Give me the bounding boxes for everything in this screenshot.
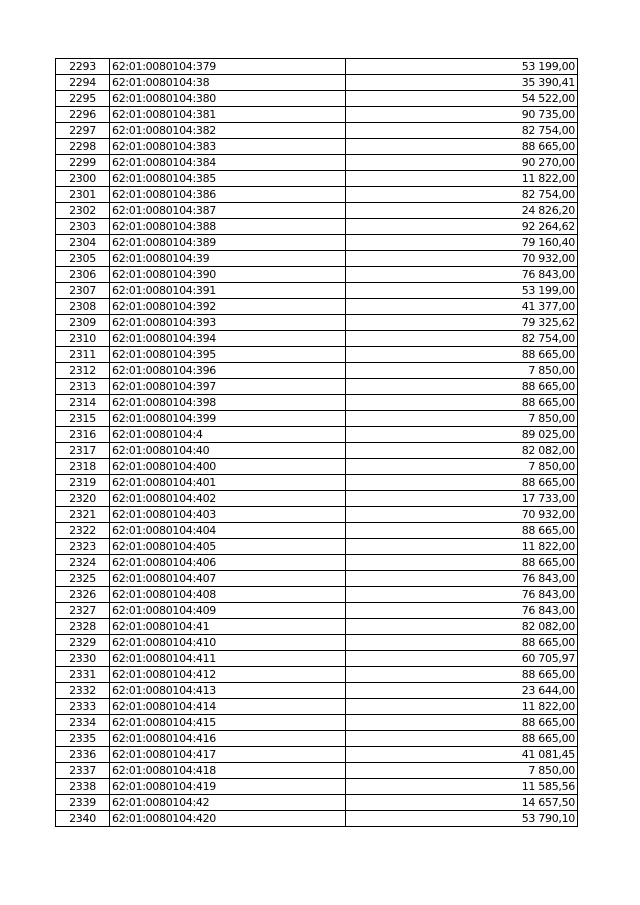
table-row [56, 171, 578, 187]
table-row [56, 459, 578, 475]
row-number-cell: 2328 [56, 619, 110, 635]
value-cell: 82 082,00 [346, 443, 578, 459]
row-number-cell: 2306 [56, 267, 110, 283]
value-cell: 11 822,00 [346, 539, 578, 555]
table-row [56, 331, 578, 347]
cadastral-number-cell: 62:01:0080104:4 [110, 427, 346, 443]
value-cell: 82 754,00 [346, 187, 578, 203]
table-row [56, 59, 578, 75]
cadastral-number-cell: 62:01:0080104:398 [110, 395, 346, 411]
cadastral-number-cell: 62:01:0080104:397 [110, 379, 346, 395]
cadastral-number-cell: 62:01:0080104:419 [110, 779, 346, 795]
row-number-cell: 2337 [56, 763, 110, 779]
row-number-cell: 2302 [56, 203, 110, 219]
value-cell: 23 644,00 [346, 683, 578, 699]
cadastral-number-cell: 62:01:0080104:385 [110, 171, 346, 187]
cadastral-number-cell: 62:01:0080104:386 [110, 187, 346, 203]
table-row [56, 363, 578, 379]
value-cell: 88 665,00 [346, 715, 578, 731]
table-row [56, 427, 578, 443]
value-cell: 70 932,00 [346, 507, 578, 523]
row-number-cell: 2331 [56, 667, 110, 683]
table-row [56, 75, 578, 91]
value-cell: 76 843,00 [346, 571, 578, 587]
value-cell: 53 199,00 [346, 283, 578, 299]
row-number-cell: 2320 [56, 491, 110, 507]
value-cell: 88 665,00 [346, 635, 578, 651]
cadastral-number-cell: 62:01:0080104:416 [110, 731, 346, 747]
cadastral-number-cell: 62:01:0080104:392 [110, 299, 346, 315]
table-row [56, 139, 578, 155]
table-row [56, 587, 578, 603]
cadastral-number-cell: 62:01:0080104:396 [110, 363, 346, 379]
row-number-cell: 2312 [56, 363, 110, 379]
value-cell: 17 733,00 [346, 491, 578, 507]
table-row [56, 811, 578, 827]
table-row [56, 443, 578, 459]
cadastral-number-cell: 62:01:0080104:418 [110, 763, 346, 779]
cadastral-number-cell: 62:01:0080104:388 [110, 219, 346, 235]
table-row [56, 507, 578, 523]
value-cell: 7 850,00 [346, 363, 578, 379]
table-row [56, 539, 578, 555]
table-row [56, 315, 578, 331]
cadastral-number-cell: 62:01:0080104:404 [110, 523, 346, 539]
table-row [56, 411, 578, 427]
value-cell: 24 826,20 [346, 203, 578, 219]
table-row [56, 235, 578, 251]
row-number-cell: 2303 [56, 219, 110, 235]
cadastral-number-cell: 62:01:0080104:405 [110, 539, 346, 555]
value-cell: 54 522,00 [346, 91, 578, 107]
table-row [56, 795, 578, 811]
table-row [56, 395, 578, 411]
value-cell: 7 850,00 [346, 459, 578, 475]
table-row [56, 571, 578, 587]
cadastral-number-cell: 62:01:0080104:420 [110, 811, 346, 827]
row-number-cell: 2299 [56, 155, 110, 171]
value-cell: 92 264,62 [346, 219, 578, 235]
cadastral-number-cell: 62:01:0080104:408 [110, 587, 346, 603]
table-row [56, 219, 578, 235]
table-row [56, 251, 578, 267]
cadastral-number-cell: 62:01:0080104:403 [110, 507, 346, 523]
value-cell: 82 082,00 [346, 619, 578, 635]
cadastral-number-cell: 62:01:0080104:389 [110, 235, 346, 251]
table-row [56, 283, 578, 299]
value-cell: 41 081,45 [346, 747, 578, 763]
table-row [56, 779, 578, 795]
table-row [56, 203, 578, 219]
row-number-cell: 2305 [56, 251, 110, 267]
value-cell: 88 665,00 [346, 555, 578, 571]
cadastral-number-cell: 62:01:0080104:382 [110, 123, 346, 139]
row-number-cell: 2334 [56, 715, 110, 731]
row-number-cell: 2340 [56, 811, 110, 827]
value-cell: 88 665,00 [346, 523, 578, 539]
table-row [56, 155, 578, 171]
cadastral-number-cell: 62:01:0080104:40 [110, 443, 346, 459]
table-row [56, 699, 578, 715]
table-row [56, 603, 578, 619]
table-row [56, 747, 578, 763]
cadastral-number-cell: 62:01:0080104:399 [110, 411, 346, 427]
value-cell: 88 665,00 [346, 347, 578, 363]
cadastral-number-cell: 62:01:0080104:414 [110, 699, 346, 715]
value-cell: 53 199,00 [346, 59, 578, 75]
value-cell: 7 850,00 [346, 411, 578, 427]
table-row [56, 523, 578, 539]
cadastral-number-cell: 62:01:0080104:409 [110, 603, 346, 619]
table-row [56, 651, 578, 667]
row-number-cell: 2307 [56, 283, 110, 299]
table-row [56, 379, 578, 395]
cadastral-number-cell: 62:01:0080104:407 [110, 571, 346, 587]
row-number-cell: 2330 [56, 651, 110, 667]
row-number-cell: 2327 [56, 603, 110, 619]
table-row [56, 107, 578, 123]
cadastral-number-cell: 62:01:0080104:406 [110, 555, 346, 571]
table-row [56, 123, 578, 139]
value-cell: 79 325,62 [346, 315, 578, 331]
value-cell: 90 270,00 [346, 155, 578, 171]
cadastral-number-cell: 62:01:0080104:410 [110, 635, 346, 651]
cadastral-number-cell: 62:01:0080104:380 [110, 91, 346, 107]
value-cell: 7 850,00 [346, 763, 578, 779]
table-row [56, 347, 578, 363]
row-number-cell: 2298 [56, 139, 110, 155]
table-row [56, 715, 578, 731]
row-number-cell: 2301 [56, 187, 110, 203]
value-cell: 89 025,00 [346, 427, 578, 443]
cadastral-number-cell: 62:01:0080104:411 [110, 651, 346, 667]
value-cell: 70 932,00 [346, 251, 578, 267]
value-cell: 76 843,00 [346, 267, 578, 283]
table-row [56, 635, 578, 651]
cadastral-number-cell: 62:01:0080104:381 [110, 107, 346, 123]
row-number-cell: 2325 [56, 571, 110, 587]
row-number-cell: 2316 [56, 427, 110, 443]
value-cell: 11 822,00 [346, 171, 578, 187]
row-number-cell: 2295 [56, 91, 110, 107]
cadastral-number-cell: 62:01:0080104:402 [110, 491, 346, 507]
cadastral-number-cell: 62:01:0080104:42 [110, 795, 346, 811]
value-cell: 90 735,00 [346, 107, 578, 123]
cadastral-number-cell: 62:01:0080104:400 [110, 459, 346, 475]
row-number-cell: 2315 [56, 411, 110, 427]
row-number-cell: 2333 [56, 699, 110, 715]
cadastral-number-cell: 62:01:0080104:412 [110, 667, 346, 683]
value-cell: 88 665,00 [346, 475, 578, 491]
table-row [56, 555, 578, 571]
row-number-cell: 2300 [56, 171, 110, 187]
value-cell: 82 754,00 [346, 331, 578, 347]
cadastral-number-cell: 62:01:0080104:413 [110, 683, 346, 699]
row-number-cell: 2338 [56, 779, 110, 795]
row-number-cell: 2309 [56, 315, 110, 331]
table-row [56, 619, 578, 635]
row-number-cell: 2318 [56, 459, 110, 475]
cadastral-number-cell: 62:01:0080104:384 [110, 155, 346, 171]
row-number-cell: 2311 [56, 347, 110, 363]
row-number-cell: 2293 [56, 59, 110, 75]
row-number-cell: 2335 [56, 731, 110, 747]
data-table [55, 58, 578, 827]
table-row [56, 91, 578, 107]
row-number-cell: 2308 [56, 299, 110, 315]
table-row [56, 763, 578, 779]
cadastral-number-cell: 62:01:0080104:415 [110, 715, 346, 731]
cadastral-number-cell: 62:01:0080104:394 [110, 331, 346, 347]
row-number-cell: 2336 [56, 747, 110, 763]
value-cell: 11 585,56 [346, 779, 578, 795]
value-cell: 88 665,00 [346, 139, 578, 155]
row-number-cell: 2321 [56, 507, 110, 523]
value-cell: 76 843,00 [346, 587, 578, 603]
row-number-cell: 2322 [56, 523, 110, 539]
cadastral-number-cell: 62:01:0080104:391 [110, 283, 346, 299]
cadastral-number-cell: 62:01:0080104:393 [110, 315, 346, 331]
row-number-cell: 2317 [56, 443, 110, 459]
row-number-cell: 2304 [56, 235, 110, 251]
cadastral-number-cell: 62:01:0080104:395 [110, 347, 346, 363]
cadastral-number-cell: 62:01:0080104:379 [110, 59, 346, 75]
table-row [56, 491, 578, 507]
table-row [56, 667, 578, 683]
cadastral-number-cell: 62:01:0080104:383 [110, 139, 346, 155]
value-cell: 82 754,00 [346, 123, 578, 139]
row-number-cell: 2314 [56, 395, 110, 411]
cadastral-number-cell: 62:01:0080104:401 [110, 475, 346, 491]
value-cell: 76 843,00 [346, 603, 578, 619]
value-cell: 88 665,00 [346, 379, 578, 395]
value-cell: 79 160,40 [346, 235, 578, 251]
table-body [56, 59, 578, 827]
table-row [56, 475, 578, 491]
value-cell: 41 377,00 [346, 299, 578, 315]
value-cell: 88 665,00 [346, 667, 578, 683]
table-row [56, 187, 578, 203]
cadastral-number-cell: 62:01:0080104:39 [110, 251, 346, 267]
cadastral-number-cell: 62:01:0080104:41 [110, 619, 346, 635]
row-number-cell: 2294 [56, 75, 110, 91]
table-row [56, 299, 578, 315]
row-number-cell: 2324 [56, 555, 110, 571]
value-cell: 53 790,10 [346, 811, 578, 827]
cadastral-number-cell: 62:01:0080104:417 [110, 747, 346, 763]
cadastral-number-cell: 62:01:0080104:390 [110, 267, 346, 283]
row-number-cell: 2323 [56, 539, 110, 555]
row-number-cell: 2319 [56, 475, 110, 491]
row-number-cell: 2329 [56, 635, 110, 651]
value-cell: 88 665,00 [346, 731, 578, 747]
row-number-cell: 2339 [56, 795, 110, 811]
value-cell: 60 705,97 [346, 651, 578, 667]
row-number-cell: 2326 [56, 587, 110, 603]
table-row [56, 267, 578, 283]
row-number-cell: 2313 [56, 379, 110, 395]
row-number-cell: 2310 [56, 331, 110, 347]
cadastral-number-cell: 62:01:0080104:387 [110, 203, 346, 219]
table-row [56, 731, 578, 747]
row-number-cell: 2296 [56, 107, 110, 123]
value-cell: 11 822,00 [346, 699, 578, 715]
value-cell: 35 390,41 [346, 75, 578, 91]
row-number-cell: 2332 [56, 683, 110, 699]
cadastral-number-cell: 62:01:0080104:38 [110, 75, 346, 91]
value-cell: 88 665,00 [346, 395, 578, 411]
row-number-cell: 2297 [56, 123, 110, 139]
table-row [56, 683, 578, 699]
value-cell: 14 657,50 [346, 795, 578, 811]
